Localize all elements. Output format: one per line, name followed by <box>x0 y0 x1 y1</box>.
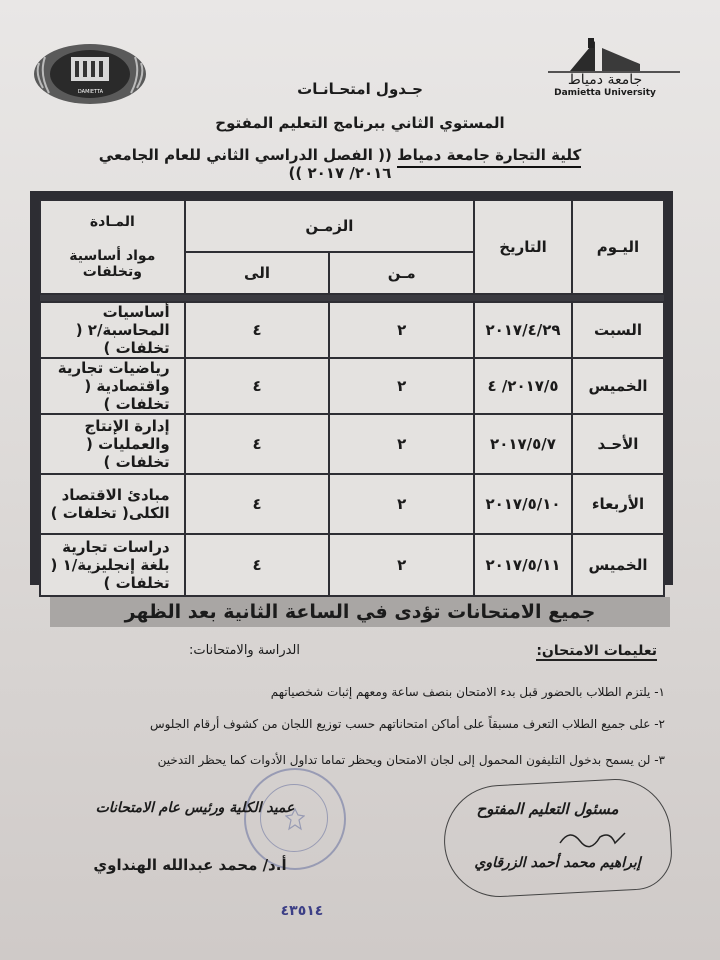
row-date: ٢٠١٧/٥/٧ <box>474 414 572 474</box>
exam-schedule-table <box>39 199 665 597</box>
exam-schedule-table-frame <box>30 191 673 592</box>
open-learning-officer-name: إبراهيم محمد أحمد الزرقاوي <box>474 855 641 871</box>
row-date: ٢٠١٧/٤/٢٩ <box>474 302 572 358</box>
row-from: ٢ <box>329 414 474 474</box>
row-subject: رياضيات تجارية واقتصادية ( تخلفات ) <box>40 358 185 414</box>
instruction-item: ٣- لن يسمح بدخول التليفون المحمول إلى لجان الامتحان ويحظر تماما تداول الأدوات كما يحظر التدخين <box>157 753 665 767</box>
row-day: السبت <box>572 302 664 358</box>
header-subject <box>40 200 185 294</box>
table-row <box>40 474 664 534</box>
dean-name: أ.د/ محمد عبدالله الهنداوي <box>93 856 287 874</box>
row-from: ٢ <box>329 302 474 358</box>
row-day: الخميس <box>572 534 664 596</box>
faculty-name: كلية التجارة جامعة دمياط <box>397 146 581 168</box>
dean-title: عميد الكلية ورئيس عام الامتحانات <box>95 800 295 816</box>
table-row <box>40 358 664 414</box>
row-date: ٢٠١٧/٥/ ٤ <box>474 358 572 414</box>
row-date: ٢٠١٧/٥/١٠ <box>474 474 572 534</box>
row-to: ٤ <box>185 534 330 596</box>
stamp-inner-ring <box>260 784 328 852</box>
row-from: ٢ <box>329 534 474 596</box>
instruction-item: ٢- على جميع الطلاب التعرف مسبقاً على أماكن امتحاناتهم حسب توزيع اللجان من كشوف أرقام الجلوس <box>149 717 665 731</box>
instruction-item: ١- يلتزم الطلاب بالحضور قبل بدء الامتحان بنصف ساعة ومعهم إثبات شخصياتهم <box>270 685 665 699</box>
header-subject-sub: مواد أساسية وتخلفات <box>69 248 156 280</box>
university-name-en: Damietta University <box>554 88 656 98</box>
seal-caption: DAMIETTA <box>77 89 104 95</box>
row-day: الخميس <box>572 358 664 414</box>
table-row <box>40 414 664 474</box>
table-row <box>40 534 664 596</box>
schedule-title: جـدول امتحـانـات <box>297 80 423 98</box>
row-subject: إدارة الإنتاج والعمليات ( تخلفات ) <box>40 414 185 474</box>
row-subject: دراسات تجارية بلغة إنجليزية/١ ( تخلفات ) <box>40 534 185 596</box>
open-learning-officer-title: مسئول التعليم المفتوح <box>476 800 619 818</box>
row-to: ٤ <box>185 474 330 534</box>
row-day: الأحـد <box>572 414 664 474</box>
instructions-subtitle: الدراسة والامتحانات: <box>188 643 300 658</box>
university-name-ar: جامعة دمياط <box>567 72 643 88</box>
reference-number: ٤٣٥١٤ <box>280 903 324 919</box>
table-row <box>40 302 664 358</box>
row-day: الأربعاء <box>572 474 664 534</box>
header-time: الزمـن <box>185 200 474 252</box>
row-to: ٤ <box>185 302 330 358</box>
exam-time-notice: جميع الامتحانات تؤدى في الساعة الثانية بعد الظهر <box>50 597 670 627</box>
row-date: ٢٠١٧/٥/١١ <box>474 534 572 596</box>
row-subject: مبادئ الاقتصاد الكلى( تخلفات ) <box>40 474 185 534</box>
header-day: اليـوم <box>572 200 664 294</box>
header-subject-label: المـادة <box>89 214 135 230</box>
instructions-title: تعليمات الامتحان: <box>536 643 657 659</box>
row-to: ٤ <box>185 414 330 474</box>
header-to: الى <box>185 252 330 294</box>
faculty-semester-line <box>80 146 600 182</box>
program-title: المستوي الثاني ببرنامج التعليم المفتوح <box>215 114 505 132</box>
row-subject: أساسيات المحاسبة/٢ ( تخلفات ) <box>40 302 185 358</box>
row-from: ٢ <box>329 358 474 414</box>
header-date: التاريخ <box>474 200 572 294</box>
signature-scribble-icon <box>555 823 635 853</box>
row-to: ٤ <box>185 358 330 414</box>
official-stamp <box>244 768 346 870</box>
row-from: ٢ <box>329 474 474 534</box>
university-logo-icon <box>540 36 690 76</box>
header-from: مـن <box>329 252 474 294</box>
semester-label: (( الفصل الدراسي الثاني للعام الجامعي ٢٠١٦/ ٢٠١٧ )) <box>98 146 392 182</box>
